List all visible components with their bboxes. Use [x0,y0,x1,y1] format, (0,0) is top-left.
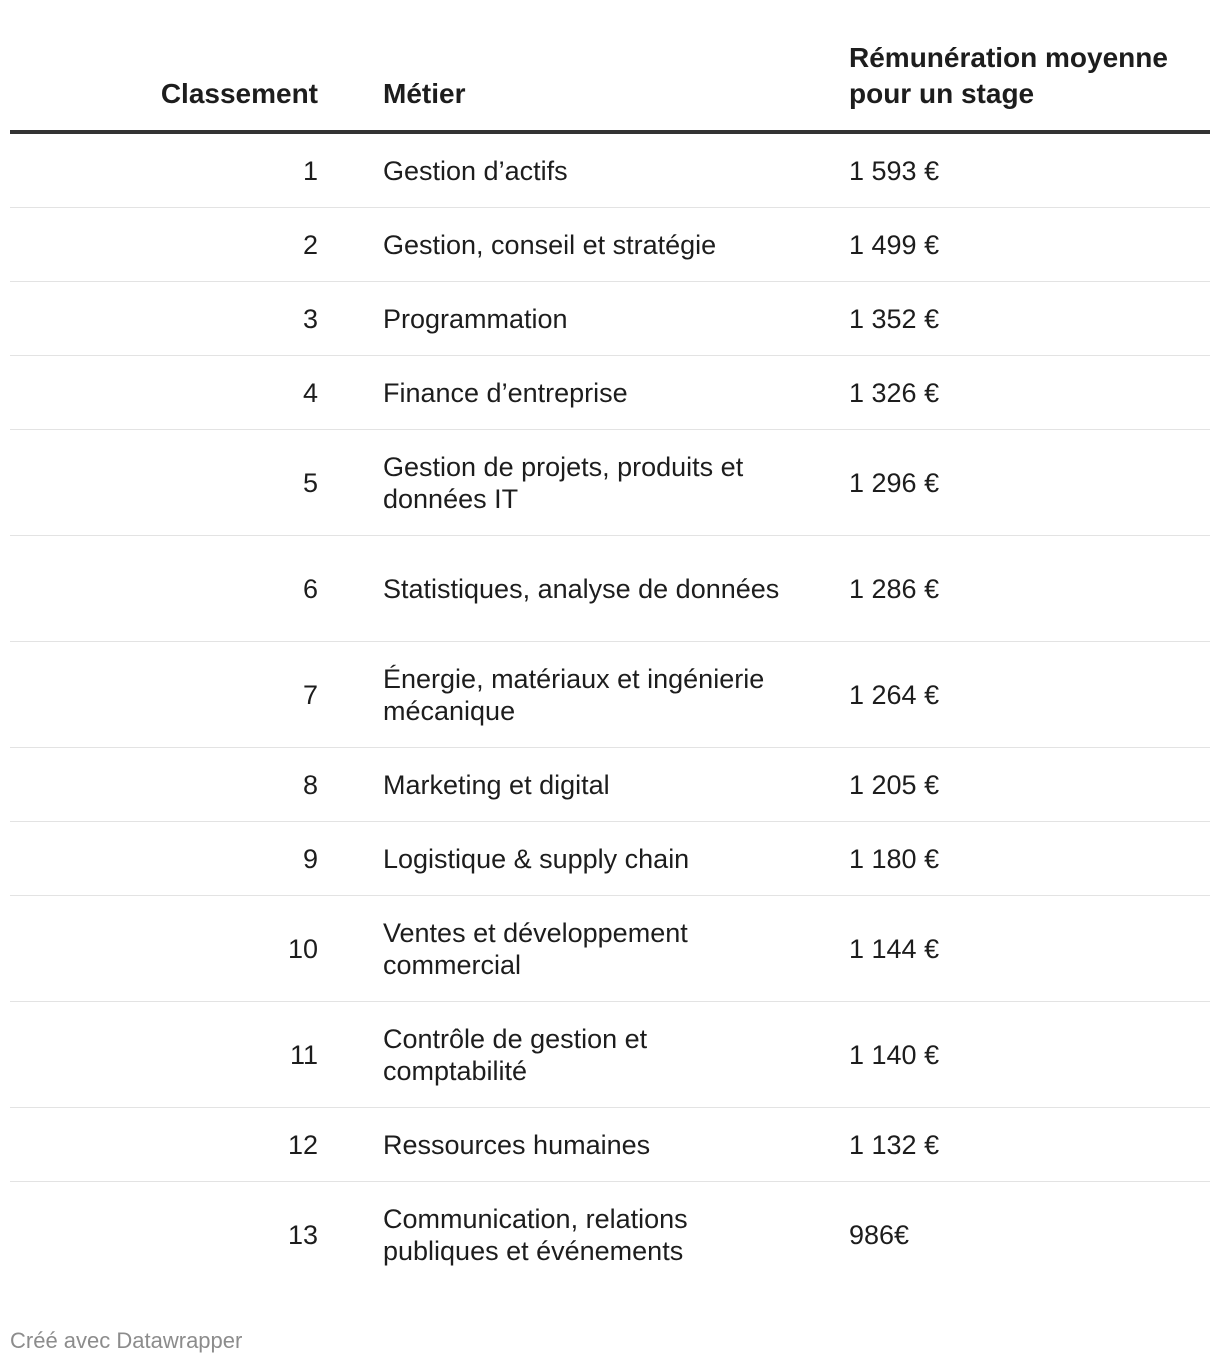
job-cell: Marketing et digital [383,769,610,800]
table-row [10,430,1210,536]
header-rank: Classement [160,78,318,109]
pay-cell: 1 352 € [849,303,940,334]
table-row [10,1182,1210,1288]
job-cell: Ventes et développement commercial [383,917,688,980]
rank-cell: 12 [287,1129,318,1160]
header-job: Métier [383,78,466,109]
pay-cell: 1 180 € [849,843,940,874]
table-row [10,1002,1210,1108]
rank-cell: 13 [287,1220,318,1250]
table-row [10,536,1210,642]
table-header [10,40,1210,134]
pay-cell: 1 286 € [849,573,940,604]
table-row [10,896,1210,1002]
table-body [10,134,1210,1288]
table-row [10,356,1210,430]
job-cell: Gestion de projets, produits et données IT [383,451,744,514]
rank-cell: 1 [302,155,318,186]
pay-cell: 1 144 € [849,933,940,964]
job-cell: Énergie, matériaux et ingénierie mécanique [383,663,765,726]
data-table [10,40,1210,1288]
rank-cell: 2 [302,229,318,260]
job-cell: Gestion d’actifs [383,155,568,186]
job-cell: Logistique & supply chain [383,843,690,874]
rank-cell: 8 [302,769,318,800]
pay-cell: 986€ [849,1220,910,1250]
rank-cell: 11 [289,1039,318,1070]
rank-cell: 7 [302,679,318,710]
table-row [10,134,1210,208]
table-row [10,822,1210,896]
pay-cell: 1 326 € [849,377,940,408]
datawrapper-credit[interactable]: Créé avec Datawrapper [10,1328,243,1353]
rank-cell: 6 [302,573,318,604]
job-cell: Programmation [383,303,568,334]
job-cell: Contrôle de gestion et comptabilité [383,1023,648,1086]
pay-cell: 1 264 € [849,679,940,710]
rank-cell: 10 [287,933,318,964]
rank-cell: 4 [302,377,318,408]
table-row [10,642,1210,748]
job-cell: Statistiques, analyse de données [383,573,780,604]
rank-cell: 3 [302,303,318,334]
job-cell: Finance d’entreprise [383,377,628,408]
pay-cell: 1 205 € [849,769,940,800]
pay-cell: 1 132 € [849,1129,940,1160]
rank-cell: 9 [302,843,318,874]
pay-cell: 1 499 € [849,229,940,260]
job-cell: Communication, relations publiques et événements [383,1204,688,1266]
pay-cell: 1 140 € [849,1039,940,1070]
job-cell: Gestion, conseil et stratégie [383,229,717,260]
table-row [10,748,1210,822]
header-pay: Rémunération moyenne pour un stage [849,42,1168,109]
table-row [10,208,1210,282]
pay-cell: 1 593 € [849,155,940,186]
pay-cell: 1 296 € [849,467,940,498]
job-cell: Ressources humaines [383,1129,651,1160]
table-row [10,1108,1210,1182]
table-row [10,282,1210,356]
rank-cell: 5 [302,467,318,498]
